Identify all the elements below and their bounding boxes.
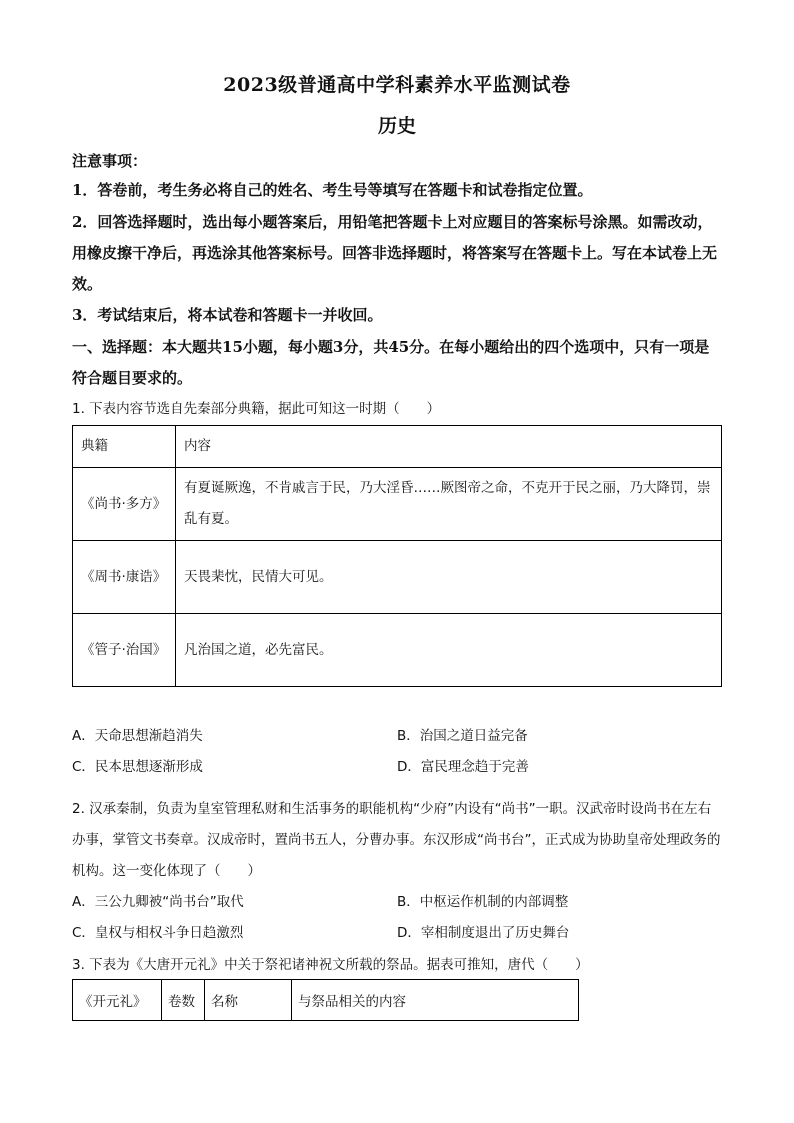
note-item-1: 1．答卷前，考生务必将自己的姓名、考生号等填写在答题卡和试卷指定位置。 <box>72 181 593 199</box>
exam-subject: 历史 <box>377 115 416 137</box>
question-1-stem: 1. 下表内容节选自先秦部分典籍，据此可知这一时期（ ） <box>72 401 441 417</box>
table-row <box>73 614 722 687</box>
note-item-2: 2．回答选择题时，选出每小题答案后，用铅笔把答题卡上对应题目的答案标号涂黑。如需改动，用橡皮擦干净后，再选涂其他答案标号。回答非选择题时，将答案写在答题卡上。写在本试卷上无效。 <box>72 213 718 293</box>
table-cell-content: 天畏棐忱，民情大可见。 <box>176 541 722 614</box>
table-header-cell: 内容 <box>176 426 722 468</box>
question-2-option-c: C．皇权与相权斗争日趋激烈 <box>72 925 244 941</box>
question-1-option-d: D．富民理念趋于完善 <box>397 759 529 775</box>
table-cell-book: 《管子·治国》 <box>73 614 176 687</box>
question-2-option-b: B．中枢运作机制的内部调整 <box>397 894 569 910</box>
table-row <box>73 541 722 614</box>
section-heading: 一、选择题：本大题共15小题，每小题3分，共45分。在每小题给出的四个选项中，只有一项是符合题目要求的。 <box>72 338 710 387</box>
question-2-stem: 2. 汉承秦制，负责为皇室管理私财和生活事务的职能机构“少府”内设有“尚书”一职。汉武帝时设尚书在左右办事，掌管文书奏章。汉成帝时，置尚书五人，分曹办事。东汉形成“尚书台”，正式成为协助皇帝处理政务的机构。这一变化体现了（ ） <box>72 801 721 879</box>
table-header-cell: 名称 <box>205 980 292 1021</box>
question-3-table <box>72 979 579 1021</box>
table-header-row <box>73 426 722 468</box>
table-cell-content: 凡治国之道，必先富民。 <box>176 614 722 687</box>
question-1-option-b: B．治国之道日益完备 <box>397 728 528 744</box>
table-cell-content: 有夏诞厥逸，不肯戚言于民，乃大淫昏……厥图帝之命，不克开于民之丽，乃大降罚，崇乱有夏。 <box>176 468 722 541</box>
question-2-option-a: A．三公九卿被“尚书台”取代 <box>72 894 244 910</box>
table-header-cell: 卷数 <box>162 980 205 1021</box>
question-1-option-c: C．民本思想逐渐形成 <box>72 759 203 775</box>
table-cell-book: 《周书·康诰》 <box>73 541 176 614</box>
table-header-row <box>73 980 579 1021</box>
exam-title: 2023级普通高中学科素养水平监测试卷 <box>223 74 571 96</box>
table-cell-book: 《尚书·多方》 <box>73 468 176 541</box>
table-header-cell: 典籍 <box>73 426 176 468</box>
table-header-cell: 《开元礼》 <box>73 980 162 1021</box>
notes-heading: 注意事项： <box>72 152 148 170</box>
table-header-cell: 与祭品相关的内容 <box>292 980 579 1021</box>
question-3-stem: 3. 下表为《大唐开元礼》中关于祭祀诸神祝文所载的祭品。据表可推知，唐代（ ） <box>72 957 589 973</box>
question-2-option-d: D．宰相制度退出了历史舞台 <box>397 925 570 941</box>
question-1-option-a: A．天命思想渐趋消失 <box>72 728 203 744</box>
question-1-table <box>72 425 722 687</box>
note-item-3: 3．考试结束后，将本试卷和答题卡一并收回。 <box>72 306 383 324</box>
table-row <box>73 468 722 541</box>
